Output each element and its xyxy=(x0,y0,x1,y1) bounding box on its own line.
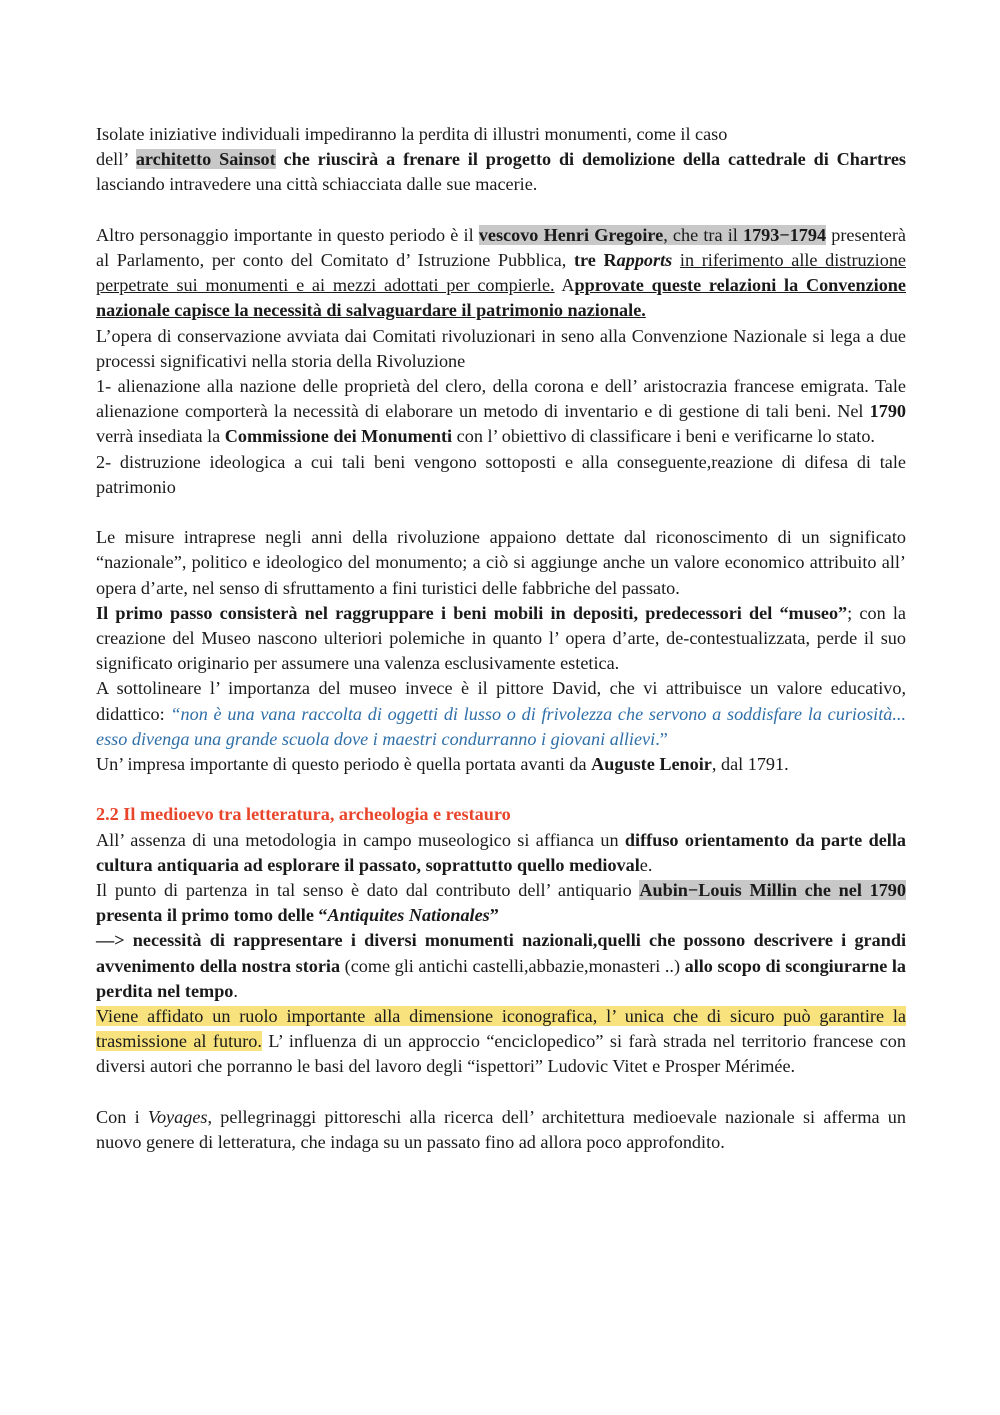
italic-text: Voyages xyxy=(147,1106,208,1127)
paragraph-millin xyxy=(96,878,906,928)
quote-end: .” xyxy=(655,728,668,749)
blank-line xyxy=(96,198,906,223)
bold-year: 1790 xyxy=(869,401,906,422)
bold-underlined-text: pprovate queste relazioni la Convenzione nazionale capisce la necessità di salvaguardare il patrimonio nazionale. xyxy=(96,275,906,321)
bold-text: ” xyxy=(489,905,499,926)
text: dell’ xyxy=(96,149,136,170)
italic-bold-text: apports xyxy=(616,250,673,270)
highlight-bishop: vescovo Henri Gregoire xyxy=(478,224,664,245)
highlight-years: 1793−1794 xyxy=(742,224,827,245)
bold-text: che riuscirà a frenare il progetto di demolizione della cattedrale di Chartres xyxy=(275,149,906,170)
highlight-text: , che tra il xyxy=(663,224,743,245)
text: , dal 1791. xyxy=(711,754,789,775)
blank-line xyxy=(96,777,906,802)
text: e. xyxy=(639,854,653,875)
text xyxy=(672,250,680,270)
text: 1- alienazione alla nazione delle proprietà del clero, della corona e dell’ aristocrazia francese emigrata. Tale alienazione comporterà la necessità di elaborare un metodo di inventario e di gestione di tali beni. Nel xyxy=(96,376,906,422)
bold-text: presenta il primo tomo delle “ xyxy=(96,905,328,926)
bold-text: Il primo passo consisterà nel raggruppare i beni mobili in depositi, predecessori del “museo” xyxy=(96,602,848,623)
highlight-year: che nel 1790 xyxy=(796,880,906,901)
italic-bold-title: Antiquites Nationales xyxy=(327,905,490,926)
paragraph-distruzione: 2- distruzione ideologica a cui tali beni vengono sottoposti e alla conseguente,reazione di difesa di tale patrimonio xyxy=(96,451,906,497)
text: con l’ obiettivo di classificare i beni e verificarne lo stato. xyxy=(452,426,875,447)
document-page xyxy=(96,122,906,1155)
text: ; con la creazione del Museo nascono ulteriori polemiche in quanto l’ opera d’arte, de-contestualizzata, perde il suo significato originario per assumere una valenza esclusivamente estetica. xyxy=(96,602,906,674)
text: presenterà al Parlamento, per conto del Comitato d’ Istruzione Pubblica, xyxy=(96,224,906,270)
text: All’ assenza di una metodologia in campo museologico si affianca un xyxy=(96,829,625,850)
paragraph-sainsot xyxy=(96,122,906,198)
bold-commission: Commissione dei Monumenti xyxy=(224,426,453,447)
text: Altro personaggio importante in questo periodo è il xyxy=(96,224,479,245)
paragraph-antiquaria xyxy=(96,828,906,878)
paragraph-misure: Le misure intraprese negli anni della rivoluzione appaiono dettate dal riconoscimento di un significato “nazionale”, politico e ideologico del monumento; a ciò si aggiunge anche un valore economico attribuito all’ opera d’arte, nel senso di sfruttamento a fini turistici delle fabbriche del passato. xyxy=(96,527,906,598)
text: Isolate iniziative individuali impediranno la perdita di illustri monumenti, come il caso xyxy=(96,124,728,144)
quote-david: “non è una vana raccolta di oggetti di lusso o di frivolezza che servono a soddisfare la curiosità... esso divenga una grande scuola dove i maestri condurranno i giovani allievi xyxy=(96,703,906,749)
text: (come gli antichi castelli,abbazie,monasteri ..) xyxy=(340,955,685,976)
paragraph-necessita xyxy=(96,928,906,1004)
highlight-millin: Aubin−Louis Millin xyxy=(639,880,797,901)
underlined-text: in riferimento alle distruzione perpetrate sui monumenti e ai mezzi adottati per compierle. xyxy=(96,250,906,296)
highlight-architect: architetto Sainsot xyxy=(135,149,276,170)
paragraph-david xyxy=(96,676,906,752)
bold-text: allo scopo di scongiurarne la perdita nel tempo xyxy=(96,955,906,1001)
text: lasciando intravedere una città schiacciata dalle sue macerie. xyxy=(96,174,538,195)
paragraph-conservazione: L’opera di conservazione avviata dai Comitati rivoluzionari in seno alla Convenzione Nazionale si lega a due processi significativi nella storia della Rivoluzione xyxy=(96,325,906,371)
text: Un’ impresa importante di questo periodo è quella portata avanti da xyxy=(96,754,592,775)
text: Il punto di partenza in tal senso è dato dal contributo dell’ antiquario xyxy=(96,880,640,901)
paragraph-alienazione xyxy=(96,374,906,450)
text: A xyxy=(554,275,575,296)
paragraph-iconografica xyxy=(96,1004,906,1080)
text: verrà insediata la xyxy=(96,426,225,447)
blank-line xyxy=(96,1080,906,1105)
text: L’ influenza di un approccio “enciclopedico” si farà strada nel territorio francese con diversi autori che porranno le basi del lavoro degli “ispettori” Ludovic Vitet e Prosper Mérimée. xyxy=(96,1031,906,1077)
text: A sottolineare l’ importanza del museo invece è il pittore David, che vi attribuisce un valore educativo, didattico: xyxy=(96,678,906,724)
blank-line xyxy=(96,500,906,525)
bold-text: tre R xyxy=(573,250,617,270)
section-heading: 2.2 Il medioevo tra letteratura, archeologia e restauro xyxy=(96,804,511,825)
paragraph-voyages xyxy=(96,1105,906,1155)
bold-name: Auguste Lenoir xyxy=(591,754,712,775)
highlight-yellow: Viene affidato un ruolo importante alla dimensione iconografica, l’ unica che di sicuro può garantire la trasmissione al futuro. xyxy=(96,1006,906,1052)
text: Con i xyxy=(96,1106,148,1127)
paragraph-lenoir xyxy=(96,752,906,777)
paragraph-museo xyxy=(96,601,906,677)
paragraph-gregoire xyxy=(96,223,906,324)
bold-text: —> necessità di rappresentare i diversi monumenti nazionali,quelli che possono descrivere i grandi avvenimento della nostra storia xyxy=(96,930,906,976)
bold-text: diffuso orientamento da parte della cultura antiquaria ad esplorare il passato, soprattutto quello medioval xyxy=(96,829,906,875)
text: , pellegrinaggi pittoreschi alla ricerca dell’ architettura medioevale nazionale si afferma un nuovo genere di letteratura, che indaga su un passato fino ad allora poco approfondito. xyxy=(96,1106,906,1153)
text: . xyxy=(233,980,238,1001)
